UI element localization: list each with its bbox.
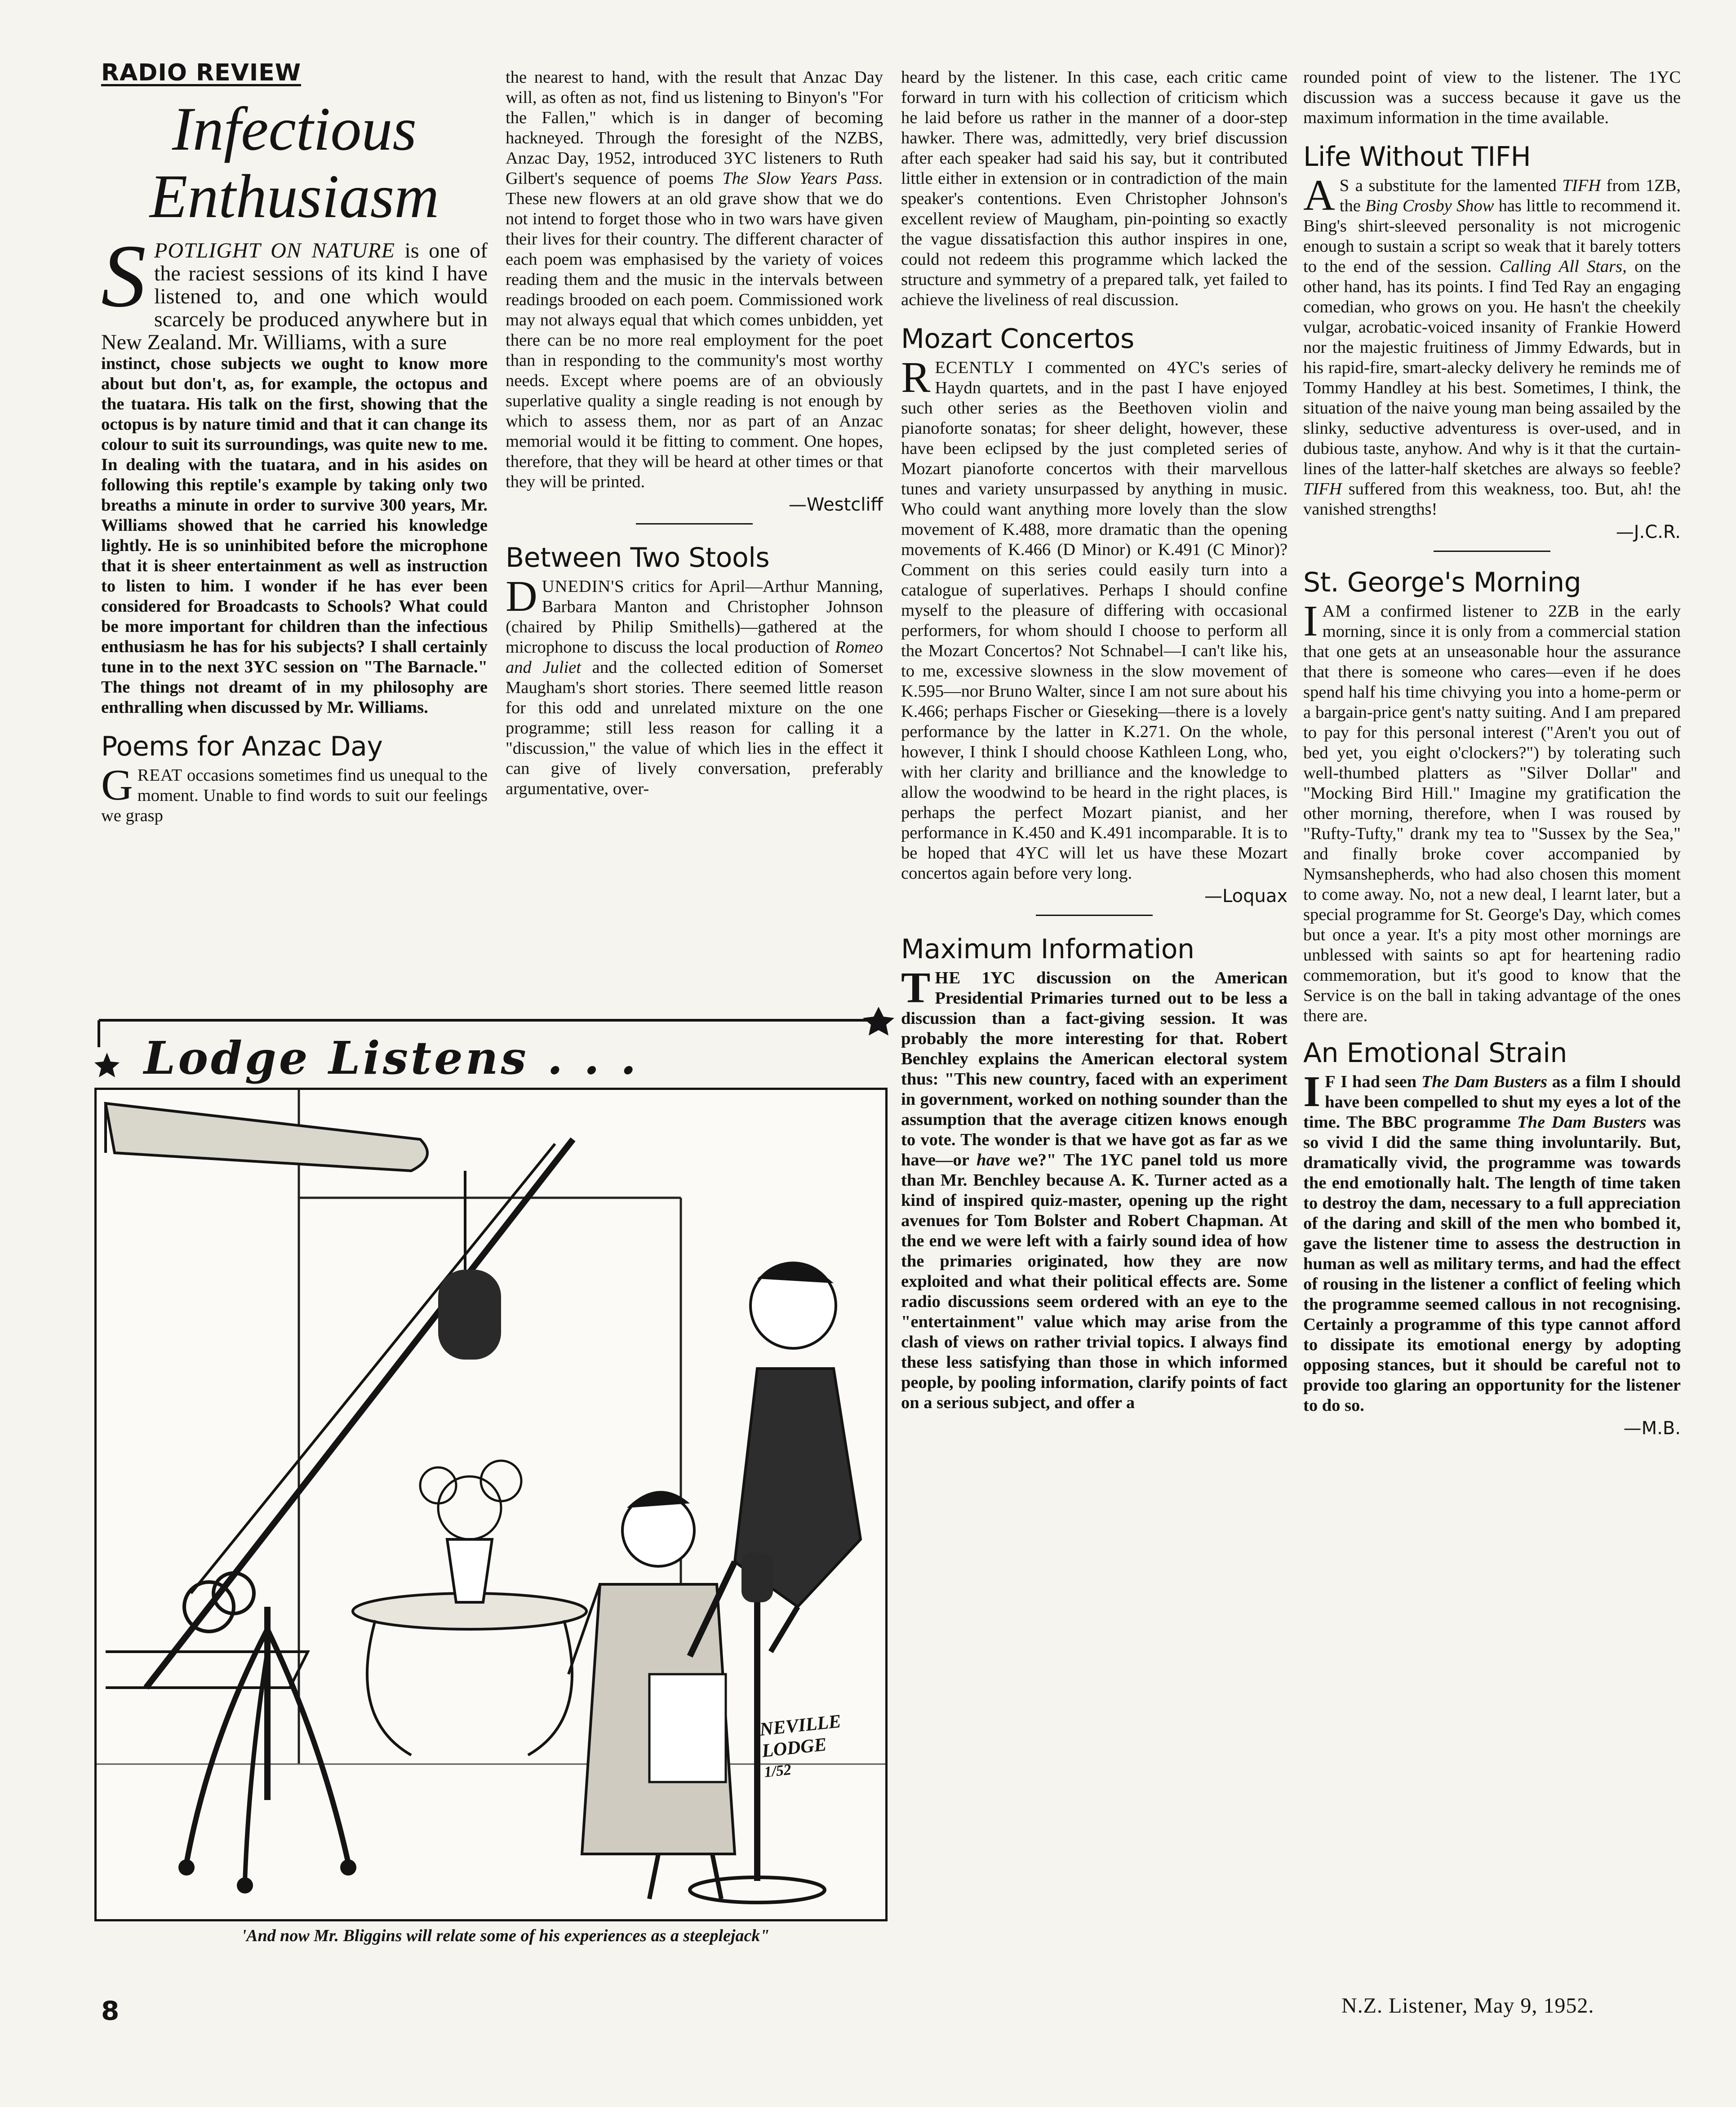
- signature-line-1: NEVILLE: [759, 1711, 842, 1740]
- stools-text-a: critics for April—Arthur Manning, Barbara Manton and Christopher Johnson (chaired by Philip Smithells)—gathered at the microphone to discuss the local production of: [506, 577, 883, 657]
- cartoon-caption: 'And now Mr. Bliggins will relate some of his experiences as a steeplejack": [241, 1926, 770, 1945]
- title-line-2: Enthusiasm: [149, 162, 440, 231]
- column-3: [901, 67, 1288, 1413]
- divider: [1434, 551, 1550, 552]
- mozart-paragraph: [901, 353, 1288, 884]
- heading-stools: Between Two Stools: [506, 542, 770, 573]
- vase: [447, 1539, 492, 1602]
- article-title: [101, 95, 488, 230]
- signature-line-2: LODGE: [761, 1734, 828, 1762]
- cartoon-illustration: [94, 1088, 888, 1921]
- drop-cap: G: [101, 761, 133, 809]
- maximum-text-b: we?" The 1YC panel told us more than Mr. Benchley because A. K. Turner acted as a kind of inspired quiz-master, opening up the right avenues for Tom Bolster and Robert Chapman. At the end we were left with a fairly sound idea of how the primaries originated, how they are now exploited and what their political effects are. Some radio discussions seem ordered with an eye to the "entertainment" value which may arise from the clash of views on rather trivial topics. I always find these less satisfying than those in which informed people, by pooling information, clarify points of fact on a serious subject, and offer a: [901, 1151, 1288, 1412]
- cartoon-title: Lodge Listens . . .: [144, 1031, 639, 1085]
- column-4: [1303, 67, 1681, 1439]
- lead-caps: F: [1325, 1072, 1336, 1091]
- heading-strain: An Emotional Strain: [1303, 1037, 1567, 1069]
- emphasis: have: [977, 1151, 1010, 1169]
- film-title: The Dam Busters: [1421, 1072, 1547, 1091]
- star-icon: [863, 1007, 894, 1036]
- stools-text-cont: heard by the listener. In this case, each critic came forward in turn with his collection of criticism which he laid before us rather in the manner of a door-step hawker. There was, admittedly, very brief discussion after each speaker had said his say, but it contributed little either in extension or in contradiction of the main speaker's contentions. Even Christopher Johnson's excellent review of Maugham, pin-pointing so exactly the vague dissatisfaction this author inspires in one, could not redeem this programme which lacked the structure and symmetry of a prepared talk, yet failed to achieve the liveliness of real discussion.: [901, 68, 1288, 309]
- divider: [636, 523, 753, 525]
- signature: —M.B.: [1623, 1418, 1681, 1439]
- tifh-title: TIFH: [1562, 176, 1601, 195]
- page-number: 8: [101, 1996, 120, 2026]
- divider: [1036, 915, 1153, 916]
- tifh-text-e: suffered from this weakness, too. But, ah! the vanished strengths!: [1303, 480, 1681, 519]
- lead-caps: POTLIGHT ON NATURE: [154, 239, 395, 262]
- stools-paragraph: [506, 572, 883, 799]
- poem-title: The Slow Years Pass.: [722, 169, 883, 188]
- lead-caps: ECENTLY: [935, 358, 1015, 377]
- tifh-text-c: has little to recommend it. Bing's shirt-sleeved personality is not microgenic enough to sustain a script so weak that it barely totters to the end of the session.: [1303, 196, 1681, 276]
- heading-tifh: Life Without TIFH: [1303, 141, 1531, 173]
- tifh-text-b: from 1ZB, the: [1339, 176, 1681, 215]
- script-paper: [649, 1674, 726, 1782]
- show-title: Bing Crosby Show: [1365, 196, 1494, 215]
- mozart-text: I commented on 4YC's series of Haydn quartets, and in the past I have enjoyed such other series as the Beethoven violin and pianoforte sonatas; for sheer delight, however, these have been eclipsed by the just completed series of Mozart pianoforte concertos with their marvellous tunes and variety unsurpassed by anything in music. Who could want anything more lovely than the slow movement of K.488, more dramatic than the opening movements of K.466 (D Minor) or K.491 (C Minor)? Comment on this series could easily turn into a catalogue of superlatives. Perhaps I should confine myself to the pleasure of differing with occasional performers, for whom should I choose to perform all the Mozart Concertos? Not Schnabel—I can't like his, to me, excessive slowness in the slow movement of K.595—nor Bruno Walter, since I am not sure about his K.466; perhaps Fischer or Gieseking—there is a lovely performance by the latter in K.271. On the whole, however, I think I should choose Kathleen Long, who, with her clarity and brilliance and the knowledge to allow the woodwind to be heard in the right places, is perhaps the perfect Mozart pianist, and her performance in K.450 and K.491 incomparable. It is to be hoped that 4YC will let us have these Mozart concertos again before very long.: [901, 358, 1288, 883]
- strain-text-b: as a film I should have been compelled to shut my eyes a lot of the time. The BBC programme: [1303, 1072, 1681, 1132]
- signature: —Loquax: [1204, 886, 1288, 907]
- drop-cap: I: [1303, 1067, 1321, 1116]
- anzac-text-2: the nearest to hand, with the result that Anzac Day will, as often as not, find us listening to Binyon's "For the Fallen," which is in danger of becoming hackneyed. Through the foresight of the NZBS, Anzac Day, 1952, introduced 3YC listeners to Ruth Gilbert's sequence of poems: [506, 68, 883, 188]
- drop-cap: R: [901, 353, 931, 402]
- george-text: a confirmed listener to 2ZB in the early morning, since it is only from a commercial station that one gets at an unseasonable hour the assurance that there is someone who cares—even if he does spend half his time chivying you into a home-perm or a bargain-price gent's natty suiting. And I am prepared to pay for this personal interest ("Aren't you out of bed yet, you eight o'clockers?") by tolerating such well-thumbed platters as "Silver Dollar" and "Mocking Bird Hill." Imagine my gratification the other morning, therefore, when I was roused by "Rufty-Tufty," drank my tea to "Sussex by the Sea," and finally broke cover accompanied by Nymsanshepherds, who had also chosen this moment to come away. No, not a new deal, I learnt later, but a special programme for St. George's Day, which comes but once a year. It's a pity most other mornings are unblessed with saints so apt for heartening radio commemoration, but it's good to know that the Service is on the ball in taking advantage of the ones there are.: [1303, 602, 1681, 1025]
- hanging-microphone: [438, 1270, 501, 1360]
- lead-caps: REAT: [137, 766, 183, 785]
- signature: —Westcliff: [788, 494, 883, 515]
- show-title-2: Calling All Stars,: [1499, 257, 1627, 276]
- george-paragraph: [1303, 597, 1681, 1026]
- strain-paragraph: [1303, 1067, 1681, 1416]
- heading-maximum: Maximum Information: [901, 933, 1194, 965]
- lead-text: is one of the raciest sessions of its kind I have listened to, and one which would scarcely be produced anywhere but in New Zealand. Mr. Williams, with a sure: [101, 239, 488, 354]
- play-title: Romeo and Juliet: [506, 638, 883, 677]
- maximum-paragraph: [901, 964, 1288, 1413]
- lead-caps: S: [1339, 176, 1350, 195]
- maximum-text: 1YC discussion on the American Presidential Primaries turned out to be less a discussion than a fact-giving session. It was probably the more interesting for that. Robert Benchley explains the American electoral system thus: "This new country, faced with an experiment in government, worked on nothing sounder than the assumption that the average citizen knows enough to vote. The wonder is that we have got as far as we have—or: [901, 969, 1288, 1169]
- lead-caps: HE: [935, 969, 961, 987]
- anzac-paragraph-cont: [506, 67, 883, 492]
- column-1: [101, 59, 488, 826]
- lead-caps: AM: [1322, 602, 1351, 621]
- anzac-text-3: These new flowers at an old grave show that we do not intend to forget those who in two wars have given their lives for their country. The different character of each poem was emphasised by the variety of voices reading them and the music in the intervals between readings brooded on each poem. Commissioned work may not always equal that which comes unbidden, yet there can be no more real employment for the poet than in responding to the community's most worthy needs. Except where poems are of an obviously superlative quality a single reading is not enough by which to assess them, nor as part of an Anzac memorial would it be fitting to comment. One hopes, therefore, that they will be heard at other times or that they will be printed.: [506, 189, 883, 491]
- main-body: instinct, chose subjects we ought to know more about but don't, as, for example, the octopus and the tuatara. His talk on the first, showing that the octopus is by nature timid and that it can change its colour to suit its surroundings, was quite new to me. In dealing with the tuatara, and in his asides on following this reptile's example by taking only two breaths a minute in order to survive 300 years, Mr. Williams showed that he carried his knowledge lightly. He is so uninhibited before the microphone that it is sheer entertainment as well as instruction to listen to him. I wonder if he has ever been considered for Broadcasts to Schools? What could be more important for children than the infectious enthusiasm he has for his subjects? I shall certainly tune in to the next 3YC session on "The Barnacle." The things not dreamt of in my philosophy are enthralling when discussed by Mr. Williams.: [101, 354, 488, 717]
- drop-cap: A: [1303, 171, 1335, 220]
- maximum-text-cont: rounded point of view to the listener. The 1YC discussion was a success because it gave us the maximum information in the time available.: [1303, 68, 1681, 127]
- stools-text-b: and the collected edition of Somerset Maugham's short stories. There seemed little reason for this odd and unrelated mixture on the one programme; still less reason for calling it a "discussion," the value of which lies in the effect it can give of lively conversation, preferably argumentative, over-: [506, 658, 883, 798]
- lead-caps: UNEDIN'S: [542, 577, 625, 596]
- star-icon: [93, 1052, 120, 1079]
- strain-text-c: was so vivid I did the same thing involuntarily. But, dramatically vivid, the programme was towards the end emotionally halt. The length of time taken to destroy the dam, necessary to a full appreciation of the daring and skill of the men who bombed it, gave the listener time to assess the destruction in human as well as military terms, and had the effect of rousing in the listener a conflict of feeling which the programme seemed callous in not recognising. Certainly a programme of this type cannot afford to dissipate its emotional energy by adopting opposing stances, but it should be careful not to provide too glaring an opportunity for the listener to do so.: [1303, 1113, 1681, 1415]
- heading-mozart: Mozart Concertos: [901, 323, 1134, 355]
- issue-line: N.Z. Listener, May 9, 1952.: [1341, 1994, 1594, 2018]
- heading-george: St. George's Morning: [1303, 567, 1581, 598]
- signature-date: 1/52: [763, 1761, 792, 1781]
- tifh-text-a: a substitute for the lamented: [1350, 176, 1557, 195]
- heading-anzac: Poems for Anzac Day: [101, 731, 383, 762]
- cartoon-drawing: [97, 1090, 885, 1919]
- anzac-paragraph: [101, 761, 488, 826]
- column-2: [506, 67, 883, 799]
- drop-cap: T: [901, 964, 931, 1012]
- section-label: RADIO REVIEW: [101, 59, 302, 86]
- drop-cap: I: [1303, 597, 1318, 645]
- title-line-1: Infectious: [172, 94, 417, 163]
- artist-signature: [759, 1711, 847, 1783]
- strain-text-a: I had seen: [1336, 1072, 1417, 1091]
- film-title-2: The Dam Busters: [1517, 1113, 1647, 1132]
- anzac-text-1: occasions sometimes find us unequal to the moment. Unable to find words to suit our feelings we grasp: [101, 766, 488, 825]
- drop-cap: S: [101, 227, 146, 326]
- tifh-title-2: TIFH: [1303, 480, 1342, 498]
- tifh-paragraph: [1303, 171, 1681, 520]
- lead-paragraph: [101, 227, 488, 354]
- drop-cap: D: [506, 572, 537, 621]
- tifh-text-d: on the other hand, has its points. I find Ted Ray an engaging comedian, who grows on you. He hasn't the cheekily vulgar, acrobatic-voiced insanity of Frankie Howerd nor the majestic fruitiness of Jimmy Edwards, but in his rapid-fire, smart-alecky delivery he reminds me of Tommy Handley at his best. Sometimes, I think, the situation of the naive young man being assailed by the slinky, seductive adventuress is over-used, and in dubious taste, anyhow. And why is it that the curtain-lines of the latter-half sketches are always so feeble?: [1303, 257, 1681, 478]
- signature: —J.C.R.: [1616, 522, 1681, 542]
